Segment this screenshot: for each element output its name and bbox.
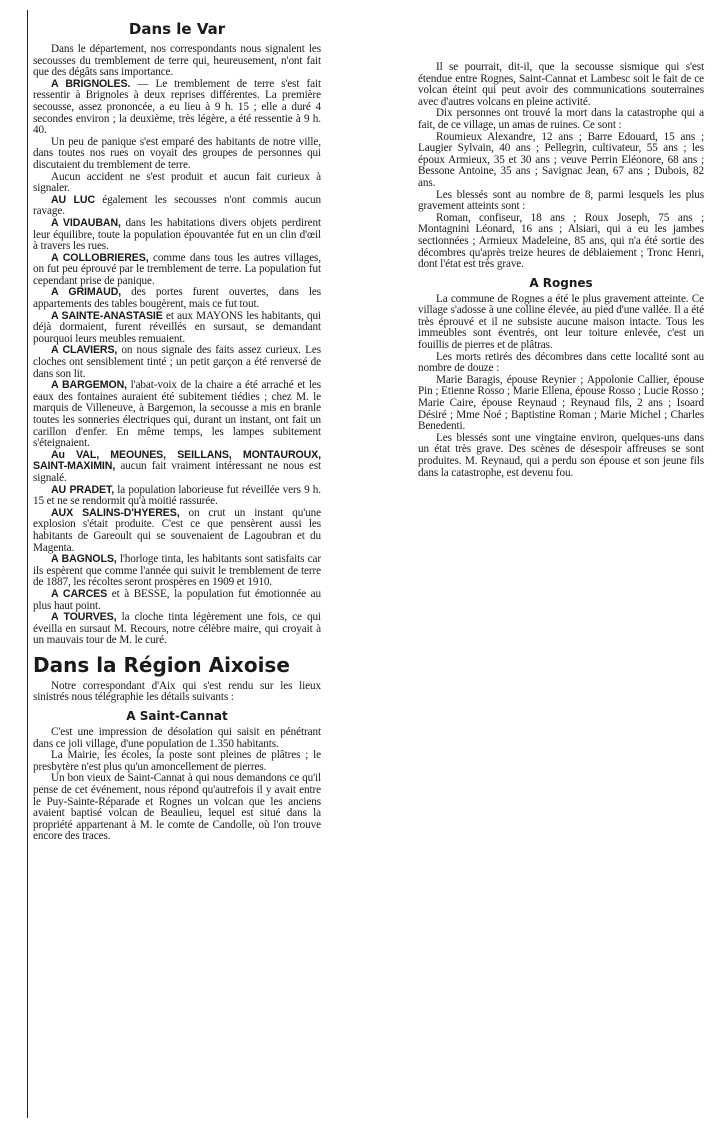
paragraph xyxy=(33,589,321,612)
paragraph-text: Il se pourrait, dit-il, que la secousse sismique qui s'est étendue entre Rognes, Saint-Cannat et Lambesc soit le fait de ce volcan éteint qui peut avoir des communications souterraines avec d'autres volcans en pleine activité. xyxy=(418,61,704,108)
paragraph xyxy=(418,213,704,271)
paragraph xyxy=(33,345,321,380)
paragraph xyxy=(33,195,321,218)
paragraph-lead: A COLLOBRIERES, xyxy=(51,251,149,264)
paragraph-text: Les morts retirés des décombres dans cette localité sont au nombre de douze : xyxy=(418,350,704,375)
paragraph-text: également les secousses n'ont commis aucun ravage. xyxy=(33,193,321,218)
paragraph-text: on crut un instant qu'une explosion s'était produite. C'est ce que pensèrent aussi les habitants de Gareoult qui se souvenaient de Lagoubran et du Magenta. xyxy=(33,506,321,554)
section-body-saint-cannat-left xyxy=(33,727,321,843)
paragraph-lead: A BRIGNOLES. xyxy=(51,77,131,90)
paragraph xyxy=(33,218,321,253)
paragraph-text: Notre correspondant d'Aix qui s'est rendu sur les lieux sinistrés nous télégraphie les détails suivants : xyxy=(33,679,321,704)
section-body-var xyxy=(33,44,321,647)
paragraph-lead: AUX SALINS-D'HYERES, xyxy=(51,506,180,519)
paragraph xyxy=(33,612,321,647)
section-title-rognes: A Rognes xyxy=(529,275,593,290)
paragraph xyxy=(33,380,321,450)
paragraph xyxy=(33,750,321,773)
paragraph-text: Aucun accident ne s'est produit et aucun fait curieux à signaler. xyxy=(33,170,321,195)
paragraph-lead: A TOURVES, xyxy=(51,611,117,624)
paragraph xyxy=(33,137,321,172)
paragraph-text: dans les habitations divers objets perdirent leur équilibre, toute la population épouvantée fut en un clin d'œil à travers les rues. xyxy=(33,216,321,253)
paragraph-text: Un peu de panique s'est emparé des habitants de notre ville, dans toutes nos rues on voyait des groupes de personnes qui discutaient du tremblement de terre. xyxy=(33,135,321,171)
paragraph xyxy=(33,681,321,704)
right-column xyxy=(418,62,704,479)
paragraph-lead: Au VAL, MEOUNES, SEILLANS, MONTAUROUX, SAINT-MAXIMIN, xyxy=(33,448,321,473)
paragraph-text: C'est une impression de désolation qui saisit en pénétrant dans ce joli village, d'une population de 1.350 habitants. xyxy=(33,726,321,750)
paragraph-text: Roman, confiseur, 18 ans ; Roux Joseph, 75 ans ; Montagnini Léonard, 16 ans ; Alsiari, qui a eu les jambes sectionnées ; Armieux Madeleine, 85 ans, qui n'a été sortie des décombres qu'après treize heures de déblaiement ; Tronc Henri, dont l'état est très grave. xyxy=(418,211,704,271)
paragraph-lead: A BARGEMON, xyxy=(51,379,127,392)
paragraph-text: — Le tremblement de terre s'est fait ressentir à Brignoles à deux reprises différentes. La première secousse, assez prononcée, a eu lieu à 9 h. 15 ; elle a duré 4 secondes environ ; la deuxième, très légère, a été ressentie à 9 h. 40. xyxy=(33,77,321,137)
paragraph-text: comme dans tous les autres villages, on fut peu éprouvé par le tremblement de terre. La population fut cependant prise de panique. xyxy=(33,251,322,287)
paragraph xyxy=(418,132,704,190)
paragraph xyxy=(418,62,704,108)
paragraph-lead: A CARCES xyxy=(51,587,108,600)
paragraph-text: Les blessés sont une vingtaine environ, quelques-uns dans un état très grave. Des scènes de désespoir affreuses se sont produites. M. Reynaud, qui a perdu son épouse et son jeune fils dans la catastrophe, est devenu fou. xyxy=(418,431,704,479)
section-body-saint-cannat-right xyxy=(418,62,704,271)
paragraph xyxy=(33,450,321,485)
paragraph-text: Dans le département, nos correspondants nous signalent les secousses du tremblement de terre qui, heureusement, n'ont fait que des dégâts sans importance. xyxy=(33,43,321,79)
paragraph-lead: A CLAVIERS, xyxy=(51,344,118,357)
column-rule xyxy=(27,10,28,1118)
paragraph-lead: A GRIMAUD, xyxy=(51,286,122,299)
paragraph xyxy=(33,287,321,310)
paragraph-lead: A VIDAUBAN, xyxy=(51,216,121,229)
paragraph xyxy=(418,294,704,352)
paragraph-text: aucun fait vraiment intéressant ne nous est signalé. xyxy=(33,460,321,484)
paragraph-text: Roumieux Alexandre, 12 ans ; Barre Edouard, 15 ans ; Laugier Sylvain, 40 ans ; Pellegrin, cultivateur, 55 ans ; les époux Armieux, 35 et 30 ans ; veuve Perrin Eléonore, 68 ans ; Bessone Antoine, 35 ans ; Savignac Jean, 67 ans ; Dubois, 82 ans. xyxy=(418,130,704,189)
paragraph xyxy=(33,727,321,750)
paragraph-lead: AU PRADET, xyxy=(51,483,115,496)
paragraph-text: la cloche tinta légèrement une fois, ce qui éveilla en sursaut M. Recours, notre célèbre maire, qui croyait à un mauvais tour de M. le curé. xyxy=(33,611,321,647)
section-title-var: Dans le Var xyxy=(128,20,226,38)
section-title-saint-cannat: A Saint-Cannat xyxy=(126,709,228,724)
section-body-aix xyxy=(33,681,321,704)
section-title-aix: Dans la Région Aixoise xyxy=(33,652,290,677)
paragraph xyxy=(33,253,321,288)
paragraph xyxy=(33,172,321,195)
paragraph-lead: AU LUC xyxy=(51,193,96,206)
paragraph-text: Marie Baragis, épouse Reynier ; Appolonie Callier, épouse Pin ; Etienne Rosso ; Marie Ellena, épouse Rosso ; Lucie Rosso ; Marie Caire, épouse Reynaud ; Reynaud fils, 2 ans ; Isoard Désiré ; Mme Noé ; Baptistine Roman ; Marie Michel ; Charles Benedenti. xyxy=(418,373,704,433)
paragraph-text: La Mairie, les écoles, la poste sont pleines de plâtres ; le presbytère n'est plus qu'un amoncellement de pierres. xyxy=(33,749,321,773)
paragraph xyxy=(418,433,704,479)
paragraph-text: La commune de Rognes a été le plus gravement atteinte. Ce village s'adosse à une colline élevée, au pied d'une vallée. Il a été très éprouvé et il ne subsiste aucune maison intacte. Tous les immeubles sont éventrés, ont leur toiture enlevée, c'est un fouillis de pierres et de plâtras. xyxy=(418,292,704,352)
paragraph-text: on nous signale des faits assez curieux. Les cloches ont sensiblement tinté ; un petit garçon a été renversé de dans son lit. xyxy=(33,344,321,380)
paragraph-lead: A BAGNOLS, xyxy=(51,553,117,566)
paragraph-text: et à BESSE, la population fut émotionnée au plus haut point. xyxy=(33,587,321,612)
paragraph xyxy=(418,108,704,131)
paragraph-text: l'abat-voix de la chaire a été arraché et les eaux des fontaines auraient été subitement tiédies ; chez M. le marquis de Villeneuve, à Bargemon, la secousse a mis en branle toutes les sonneries électriques qui, durant un instant, ont fait un carillon d'enfer. En même temps, les lampes subitement s'éteignaient. xyxy=(33,379,321,450)
paragraph xyxy=(418,375,704,433)
paragraph xyxy=(33,79,321,137)
paragraph xyxy=(418,190,704,213)
paragraph xyxy=(33,311,321,346)
paragraph-text: Un bon vieux de Saint-Cannat à qui nous demandons ce qu'il pense de cet événement, nous répond qu'autrefois il y avait entre le Puy-Sainte-Réparade et Rognes un volcan que les anciens avaient baptisé volcan de Beaulieu, lequel est situé dans la propriété appartenant à M. le comte de Candolle, où l'on trouve encore des traces. xyxy=(33,772,321,843)
paragraph xyxy=(418,352,704,375)
paragraph xyxy=(33,485,321,508)
paragraph xyxy=(33,44,321,79)
paragraph-text: Les blessés sont au nombre de 8, parmi lesquels les plus gravement atteints sont : xyxy=(418,188,704,213)
paragraph-text: des portes furent ouvertes, dans les appartements des tables bougèrent, mais ce fut tout. xyxy=(33,286,321,311)
paragraph-text: la population laborieuse fut réveillée vers 9 h. 15 et ne se rendormit qu'à moitié rassurée. xyxy=(33,483,321,508)
paragraph xyxy=(33,773,321,843)
paragraph-lead: A SAINTE-ANASTASIE xyxy=(51,309,163,322)
section-body-rognes xyxy=(418,294,704,480)
paragraph-text: et aux MAYONS les habitants, qui déjà dormaient, furent réveillés en sursaut, se demandant pourquoi leurs meubles remuaient. xyxy=(33,309,321,345)
paragraph xyxy=(33,554,321,589)
paragraph-text: Dix personnes ont trouvé la mort dans la catastrophe qui a fait, de ce village, un amas de ruines. Ce sont : xyxy=(418,107,704,131)
paragraph-text: l'horloge tinta, les habitants sont satisfaits car ils espèrent que comme l'année qui suivit le tremblement de terre de 1887, les récoltes seront prospères en 1909 et 1910. xyxy=(33,553,321,589)
paragraph xyxy=(33,508,321,554)
left-column xyxy=(33,20,321,843)
